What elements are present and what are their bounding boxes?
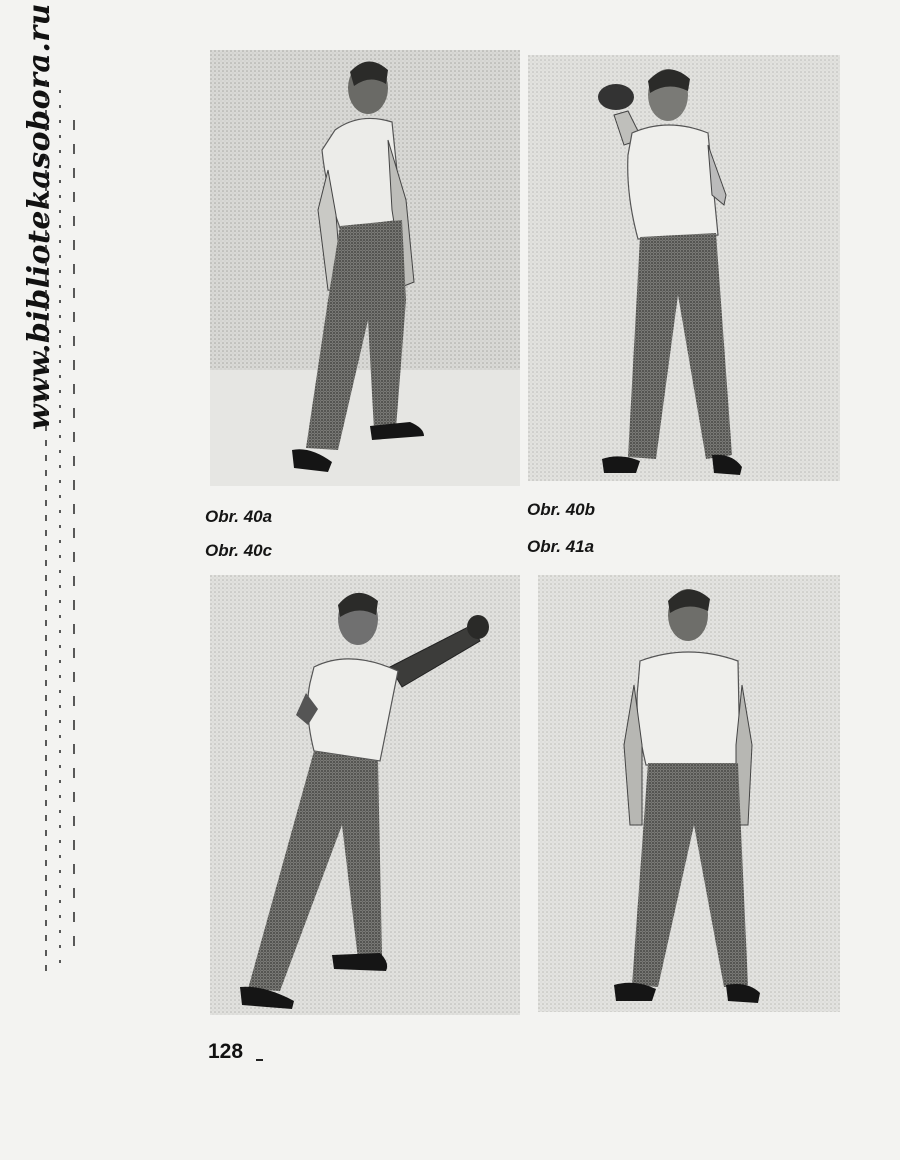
photo-figure-40b <box>528 55 840 481</box>
caption-figure-40b: Obr. 40b <box>527 500 596 519</box>
figure-40c-illustration <box>210 575 520 1015</box>
caption-figure-40a: Obr. 40a <box>205 507 273 526</box>
photo-figure-40a <box>210 50 520 486</box>
watermark-url: www.bibliotekasobora.ru <box>22 3 57 430</box>
figure-41a-illustration <box>538 575 840 1012</box>
photo-figure-41a <box>538 575 840 1012</box>
binding-edge-marks <box>38 80 88 980</box>
page-number: 128 <box>208 1040 244 1063</box>
caption-figure-40c: Obr. 40c <box>205 541 273 560</box>
figure-40b-illustration <box>528 55 840 481</box>
caption-figure-41a: Obr. 41a <box>527 537 595 556</box>
figure-40a-illustration <box>210 50 520 486</box>
photo-figure-40c <box>210 575 520 1015</box>
page-number-dash <box>256 1059 263 1061</box>
